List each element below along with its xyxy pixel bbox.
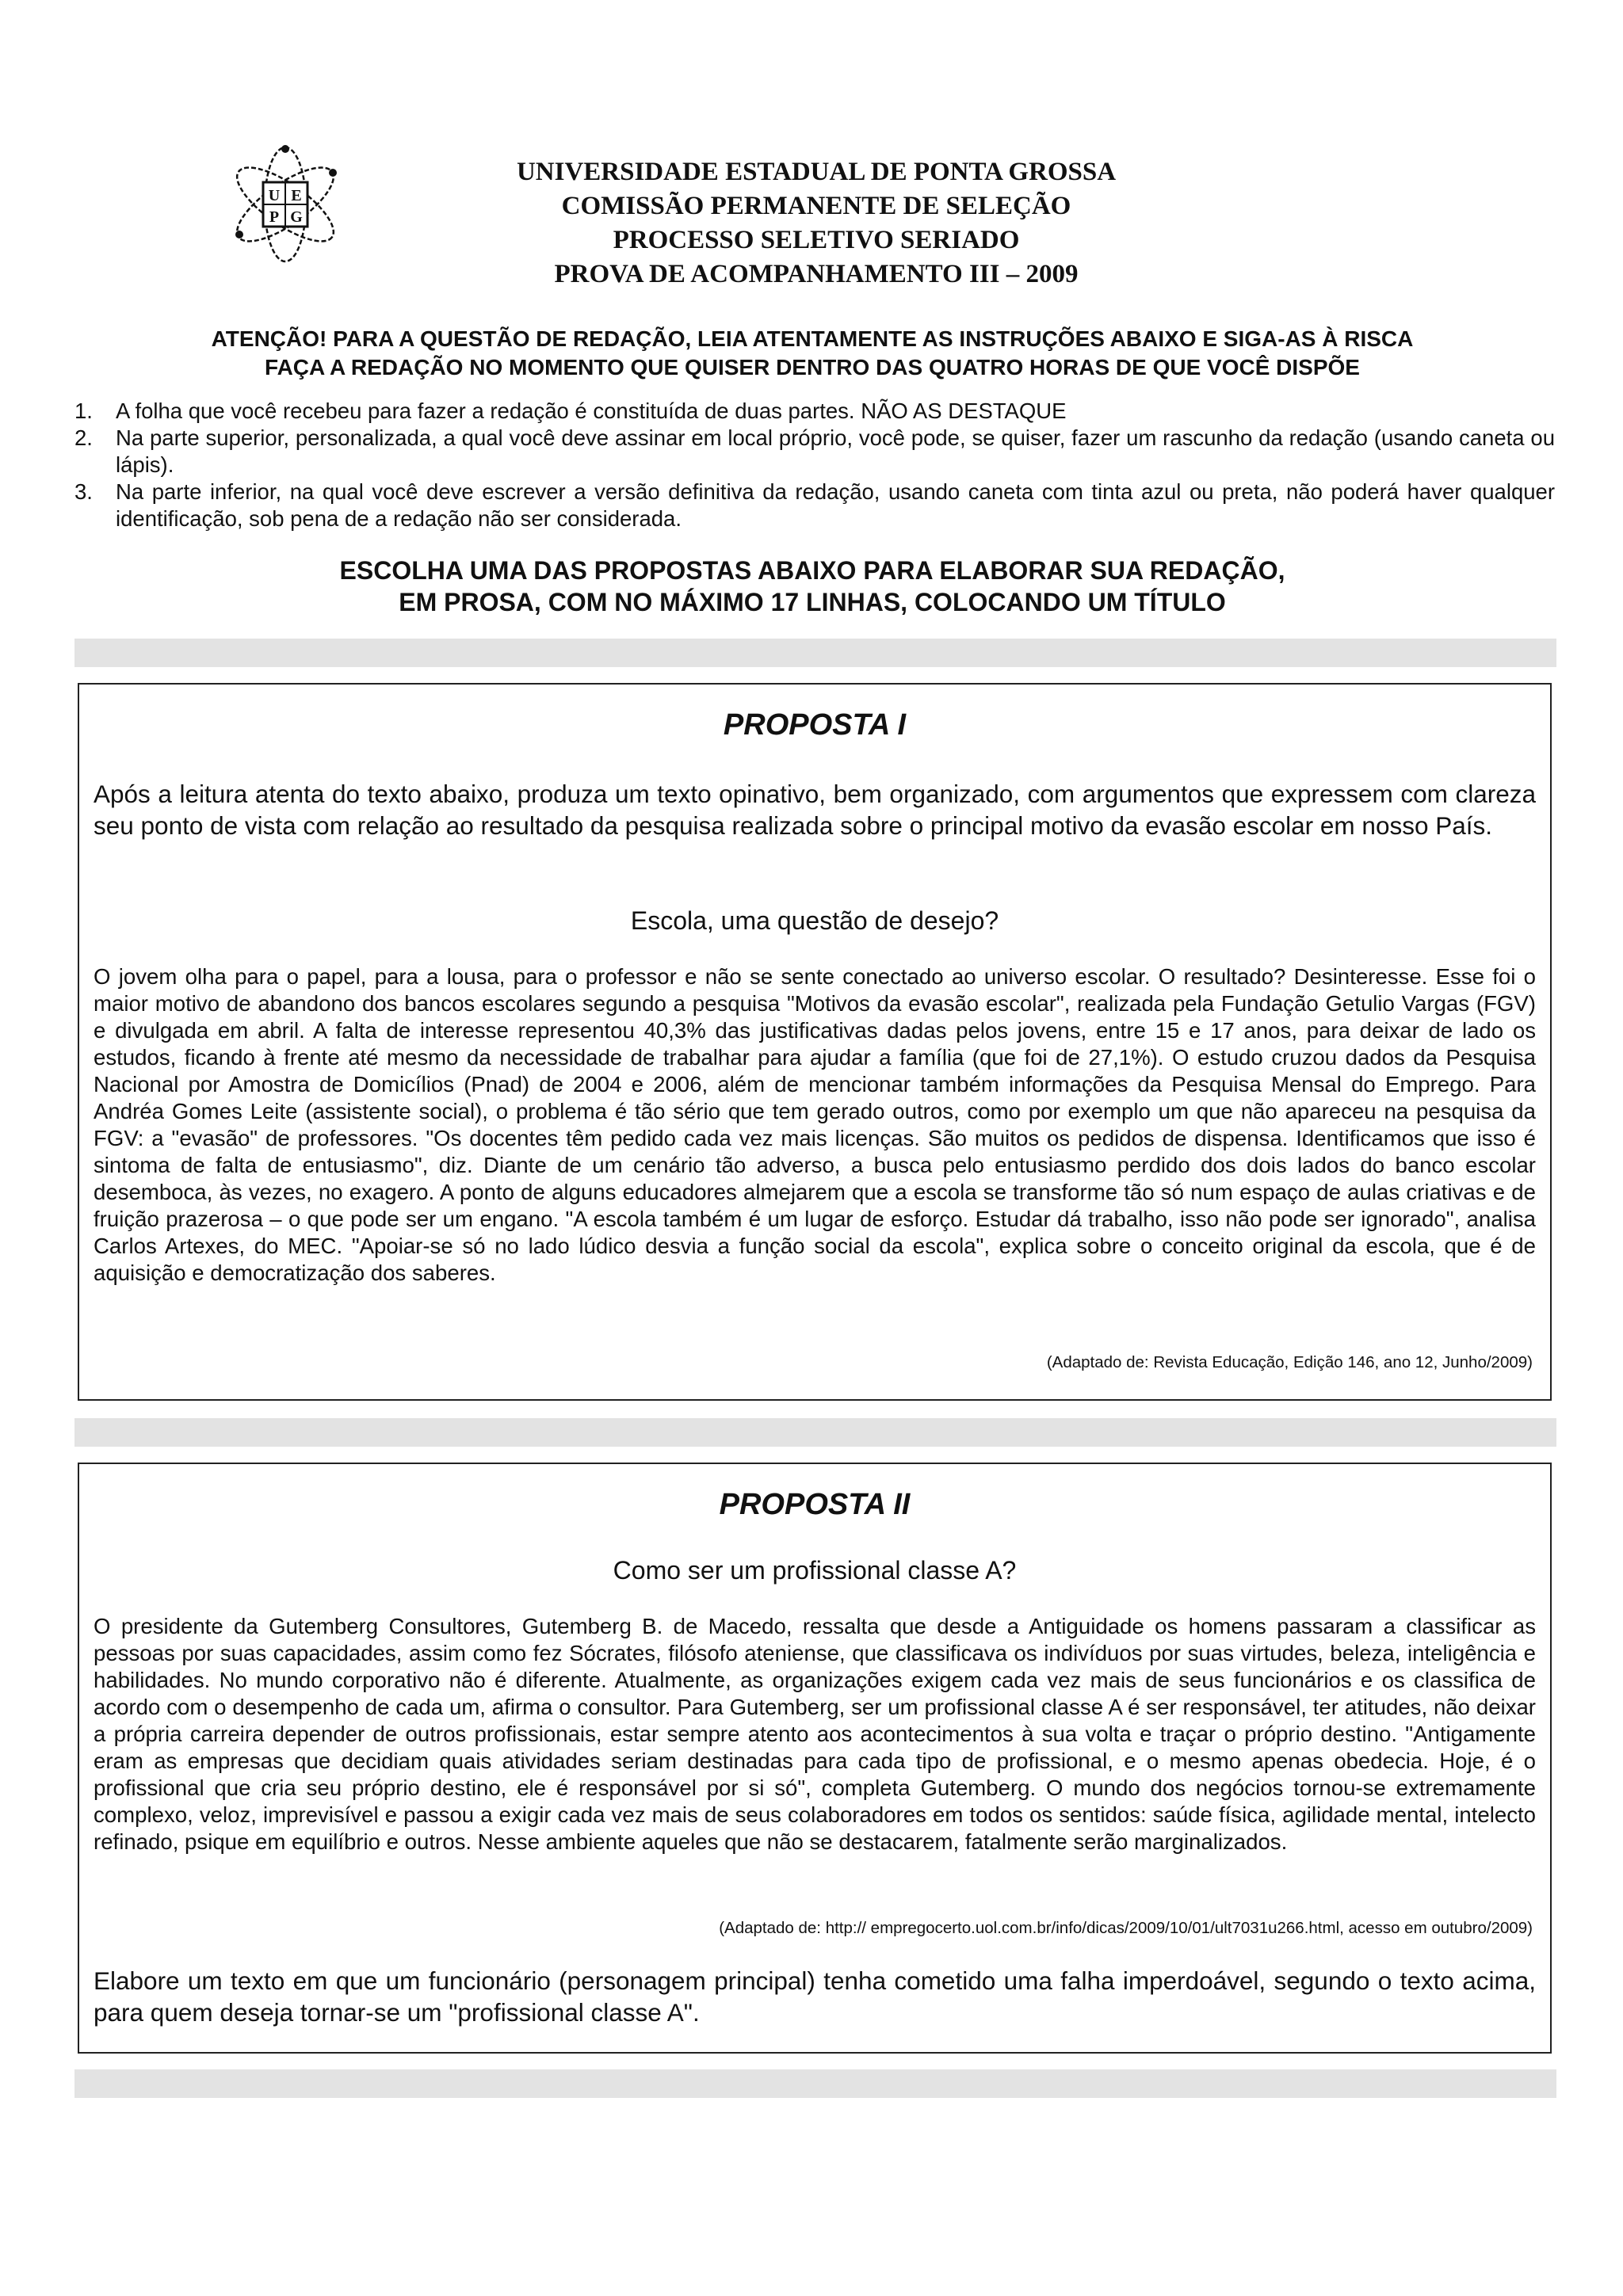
proposal-1-title: PROPOSTA I [723,708,907,742]
proposal-1-source: (Adaptado de: Revista Educação, Edição 146, ano 12, Junho/2009) [1046,1353,1533,1371]
instruction-text: Na parte superior, personalizada, a qual você deve assinar em local próprio, você pode, se quiser, fazer um rascunho da redação (usando caneta ou lápis). [116,425,1555,477]
instruction-item [74,425,1555,479]
instruction-number: 1. [74,399,93,423]
university-logo-icon [222,141,349,268]
svg-text:P: P [269,208,280,226]
choose-line-1: ESCOLHA UMA DAS PROPOSTAS ABAIXO PARA ELABORAR SUA REDAÇÃO, [339,556,1285,585]
proposal-1-intro: Após a leitura atenta do texto abaixo, produza um texto opinativo, bem organizado, com argumentos que expressem com clareza seu ponto de vista com relação ao resultado da pesquisa realizada sobre o principal motivo da evasão escolar em nosso País. [94,780,1536,840]
svg-text:G: G [290,208,303,226]
exam-name: PROVA DE ACOMPANHAMENTO III – 2009 [554,260,1079,288]
proposal-2-task: Elabore um texto em que um funcionário (personagem principal) tenha cometido uma falha imperdoável, segundo o texto acima, para quem deseja tornar-se um "profissional classe A". [94,1966,1536,2027]
choose-line-2: EM PROSA, COM NO MÁXIMO 17 LINHAS, COLOCANDO UM TÍTULO [399,588,1226,616]
proposal-1-text-title: Escola, uma questão de desejo? [630,906,999,935]
commission-name: COMISSÃO PERMANENTE DE SELEÇÃO [561,192,1071,220]
attention-line-1: ATENÇÃO! PARA A QUESTÃO DE REDAÇÃO, LEIA ATENTAMENTE AS INSTRUÇÕES ABAIXO E SIGA-AS À RISCA [211,326,1414,351]
svg-text:U: U [268,187,281,204]
separator-bar [74,1418,1556,1447]
instruction-number: 3. [74,479,93,504]
instruction-number: 2. [74,425,93,450]
institution-header [349,155,1284,292]
instruction-text: A folha que você recebeu para fazer a redação é constituída de duas partes. NÃO AS DESTAQUE [116,399,1067,423]
proposal-1-box [78,683,1552,1401]
attention-notice [71,325,1553,382]
separator-bar [74,2069,1556,2098]
instructions-list [74,398,1555,532]
proposal-2-box [78,1463,1552,2054]
instruction-item [74,398,1555,425]
proposal-2-source: (Adaptado de: http:// empregocerto.uol.com.br/info/dicas/2009/10/01/ult7031u266.html, acesso em outubro/2009) [719,1919,1533,1937]
proposal-2-text-title: Como ser um profissional classe A? [613,1556,1017,1585]
separator-bar [74,639,1556,667]
proposal-2-text-body: O presidente da Gutemberg Consultores, Gutemberg B. de Macedo, ressalta que desde a Antiguidade os homens passaram a classificar as pessoas por suas capacidades, assim como fez Sócrates, filósofo ateniense, que classificava os indivíduos por suas virtudes, beleza, inteligência e habilidades. No mundo corporativo não é diferente. Atualmente, as organizações exigem cada vez mais de seus funcionários e os classifica de acordo com o desempenho de cada um, afirma o consultor. Para Gutemberg, ser um profissional classe A é ser responsável, ter atitudes, não deixar a própria carreira depender de outros profissionais, estar sempre atento aos acontecimentos à sua volta e traçar o próprio destino. "Antigamente eram as empresas que decidiam quais atividades seriam destinadas para cada tipo de profissional, e o mesmo apenas obedecia. Hoje, é o profissional que cria seu próprio destino, ele é responsável por si só", completa Gutemberg. O mundo dos negócios tornou-se extremamente complexo, veloz, imprevisível e passou a exigir cada vez mais de seus colaboradores em todos os sentidos: saúde física, agilidade mental, intelecto refinado, psique em equilíbrio e outros. Nesse ambiente aqueles que não se destacarem, fatalmente serão marginalizados. [94,1614,1536,1854]
proposal-1-text-body: O jovem olha para o papel, para a lousa, para o professor e não se sente conectado ao universo escolar. O resultado? Desinteresse. Esse foi o maior motivo de abandono dos bancos escolares segundo a pesquisa "Motivos da evasão escolar", realizada pela Fundação Getulio Vargas (FGV) e divulgada em abril. A falta de interesse representou 40,3% das justificativas dadas pelos jovens, entre 15 e 17 anos, para deixar de lado os estudos, ficando à frente até mesmo da necessidade de trabalhar para ajudar a família (que foi de 27,1%). O estudo cruzou dados da Pesquisa Nacional por Amostra de Domicílios (Pnad) de 2004 e 2006, além de mencionar também informações da Pesquisa Mensal do Emprego. Para Andréa Gomes Leite (assistente social), o problema é tão sério que tem gerado outros, como por exemplo um que não apareceu na pesquisa da FGV: a "evasão" de professores. "Os docentes têm pedido cada vez mais licenças. São muitos os pedidos de dispensa. Identificamos que isso é sintoma de falta de entusiasmo", diz. Diante de um cenário tão adverso, a busca pelo entusiasmo perdido dos dois lados do banco escolar desemboca, às vezes, no exagero. A ponto de alguns educadores almejarem que a escola se transforme tão só num espaço de aulas criativas e de fruição prazerosa – o que pode ser um engano. "A escola também é um lugar de esforço. Estudar dá trabalho, isso não pode ser ignorado", analisa Carlos Artexes, do MEC. "Apoiar-se só no lado lúdico desvia a função social da escola", explica sobre o conceito original da escola, que é de aquisição e democratização dos saberes. [94,964,1536,1285]
instruction-item [74,479,1555,532]
svg-text:E: E [291,187,302,204]
choose-proposal-heading [71,555,1553,618]
university-name: UNIVERSIDADE ESTADUAL DE PONTA GROSSA [516,158,1117,186]
proposal-2-title: PROPOSTA II [719,1488,911,1521]
process-name: PROCESSO SELETIVO SERIADO [613,226,1020,254]
attention-line-2: FAÇA A REDAÇÃO NO MOMENTO QUE QUISER DENTRO DAS QUATRO HORAS DE QUE VOCÊ DISPÕE [265,355,1360,379]
instruction-text: Na parte inferior, na qual você deve escrever a versão definitiva da redação, usando caneta com tinta azul ou preta, não poderá haver qualquer identificação, sob pena de a redação não ser considerada. [116,479,1555,531]
